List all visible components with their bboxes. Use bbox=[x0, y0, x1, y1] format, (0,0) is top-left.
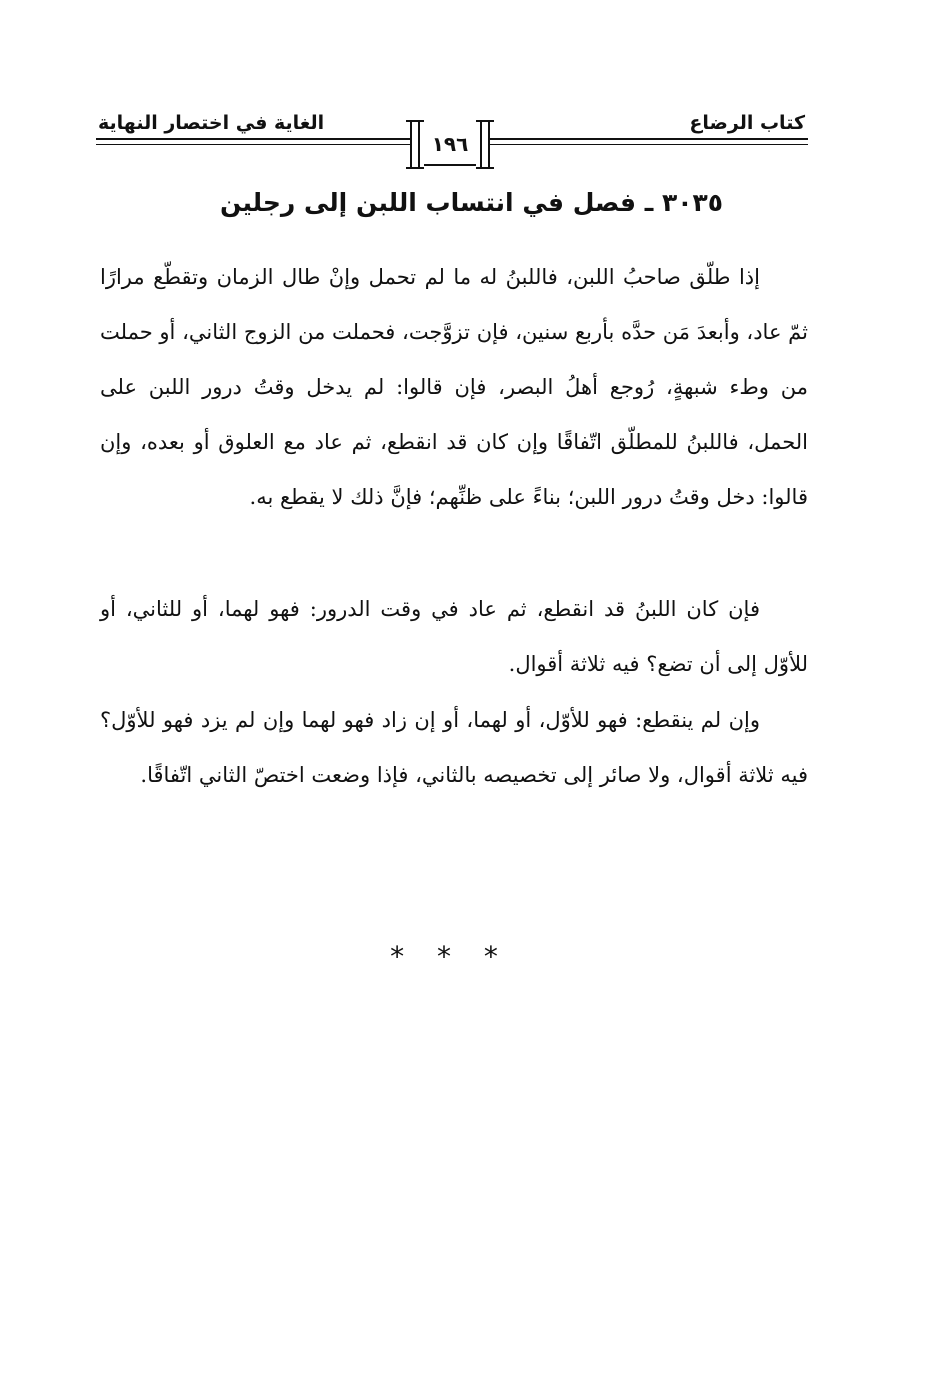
paragraph-3 bbox=[100, 693, 808, 803]
running-header-title: الغاية في اختصار النهاية bbox=[98, 112, 325, 134]
paragraph-text: إذا طلّق صاحبُ اللبن، فاللبنُ له ما لم تحمل وإنْ طال الزمان وتقطّع مرارًا ثمّ عاد، وأبعدَ مَن حدَّه بأربع سنين، فإن تزوَّجت، فحملت من الزوج الثاني، أو حملت من وطء شبهةٍ، رُوجع أهلُ البصر، فإن قالوا: لم يدخل وقتُ درور اللبن على الحمل، فاللبنُ للمطلّق اتّفاقًا وإن كان قد انقطع، ثم عاد مع العلوق أو بعده، وإن قالوا: دخل وقتُ درور اللبن؛ بناءً على ظنِّهم؛ فإنَّ ذلك لا يقطع به. bbox=[100, 265, 808, 509]
header-rule-right-thick bbox=[490, 138, 808, 140]
running-header-chapter: كتاب الرضاع bbox=[689, 112, 805, 134]
section-end-separator: * * * bbox=[390, 940, 510, 973]
header-rule-left-thin bbox=[96, 144, 410, 145]
header-rule-left-thick bbox=[96, 138, 410, 140]
section-title: ٣٠٣٥ ـ فصل في انتساب اللبن إلى رجلين bbox=[219, 188, 724, 217]
page-number: ١٩٦ bbox=[431, 132, 469, 156]
header-rule-right-thin bbox=[490, 144, 808, 145]
ornament-cap-top-right bbox=[476, 120, 494, 122]
ornament-cap-top-left bbox=[406, 120, 424, 122]
ornament-pillar-left bbox=[410, 120, 420, 168]
ornament-cap-bottom-right bbox=[476, 167, 494, 169]
ornament-cap-bottom-left bbox=[406, 167, 424, 169]
page-number-underline bbox=[424, 164, 476, 166]
paragraph-2 bbox=[100, 582, 808, 692]
ornament-pillar-right bbox=[480, 120, 490, 168]
paragraph-1 bbox=[100, 250, 808, 525]
page-number-ornament bbox=[410, 120, 490, 168]
paragraph-text: وإن لم ينقطع: فهو للأوّل، أو لهما، أو إن زاد فهو لهما وإن لم يزد فهو للأوّل؟ فيه ثلاثة أقوال، ولا صائر إلى تخصيصه بالثاني، فإذا وضعت اختصّ الثاني اتّفاقًا. bbox=[100, 708, 808, 787]
paragraph-text: فإن كان اللبنُ قد انقطع، ثم عاد في وقت الدرور: فهو لهما، أو للثاني، أو للأوّل إلى أن تضع؟ فيه ثلاثة أقوال. bbox=[100, 597, 808, 676]
